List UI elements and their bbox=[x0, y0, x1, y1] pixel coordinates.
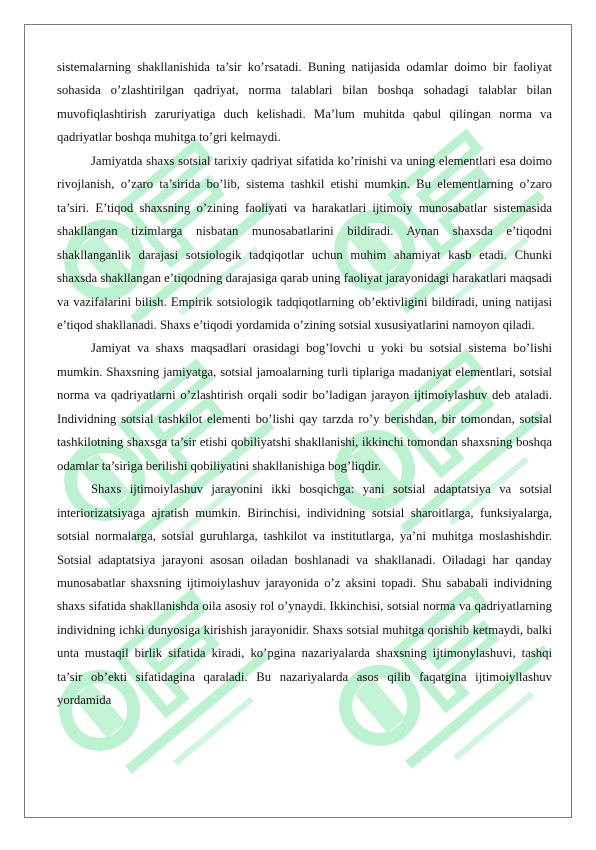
paragraph: Jamiyatda shaxs sotsial tarixiy qadriyat sifatida ko’rinishi va uning elementlari esa doimo rivojlanish, o’zaro ta’sirida bo’lib, sistema tashkil etishi mumkin. Bu elementlarning o’zaro ta’siri. E’tiqod shaxsning o’zining faoliyati va harakatlari ijtimoiy munosabatlar sistemasida shakllangan tizimlarga nisbatan munosabatlarini bildiradi. Aynan shaxsda e’tiqodni shakllanganlik darajasi sotsiologik tadqiqotlar uchun muhim ahamiyat kasb etadi. Chunki shaxsda shakllangan e’tiqodning darajasiga qarab uning faoliyat jarayonidagi harakatlari maqsadi va vazifalarini bilish. Empirik sotsiologik tadqiqotlarning ob’ektivligini bildiradi, uning natijasi e’tiqod shakllanadi. Shaxs e’tiqodi yordamida o’zining sotsial xususiyatlarini namoyon qiladi. bbox=[57, 153, 552, 332]
paragraph: Shaxs ijtimoiylashuv jarayonini ikki bosqichga: yani sotsial adaptatsiya va sotsial interiorizatsiyaga ajratish mumkin. Birinchisi, individning sotsial sharoitlarga, funksiyalarga, sotsial normalarga, sotsial guruhlarga, tashkilot va institutlarga, ya’ni muhitga moslashishdir. Sotsial adaptatsiya jarayoni asosan oiladan boshlanadi va shakllanadi. Oiladagi har qanday munosabatlar shaxsning ijtimoiylashuv jarayonida o’z aksini topadi. Shu sababali individning shaxs sifatida shakllanishda oila asosiy rol o’ynaydi. Ikkinchisi, sotsial norma va qadriyatlarning individning ichki dunyosiga kirishish jarayonidir. Shaxs sotsial muhitga qorishib ketmaydi, balki unta mustaqil birlik sifatida kiradi, ko’pgina nazariyalarda shaxsning ijtimonylashuvi, tashqi ta’sir ob’ekti sifatidagina qaraladi. Bu nazariyalarda asos qilib faqatgina ijtimoiyllashuv yordamida bbox=[57, 482, 552, 708]
document-body bbox=[57, 56, 552, 713]
paragraph: Jamiyat va shaxs maqsadlari orasidagi bog’lovchi u yoki bu sotsial sistema bo’lishi mumkin. Shaxsning jamiyatga, sotsial jamoalarning turli tiplariga madaniyat elementlari, sotsial norma va qadriyatlarni o’zlashtirish orqali sodir bo’ladigan jarayon ijtimoiylashuv deb ataladi. Individning sotsial tashkilot elementi bo’lishi qay tarzda ro’y berishdan, bir tomondan, sotsial tashkilotning shaxsga ta’sir etishi qobiliyatshi shakllanishi, ikkinchi tomondan shaxsning boshqa odamlar ta’siriga berilishi qobiliyatini shakllanishiga bog’liqdir. bbox=[57, 341, 552, 473]
paragraph: sistemalarning shakllanishida ta’sir ko’rsatadi. Buning natijasida odamlar doimo bir faoliyat sohasida o’zlashtirilgan qadriyat, norma talablari bilan boshqa sohadagi talablar bilan muvofiqlashtirish zaruriyatiga duch kelishadi. Ma’lum muhitda qabul qilingan norma va qadriyatlar boshqa muhitga to’gri kelmaydi. bbox=[57, 60, 552, 145]
